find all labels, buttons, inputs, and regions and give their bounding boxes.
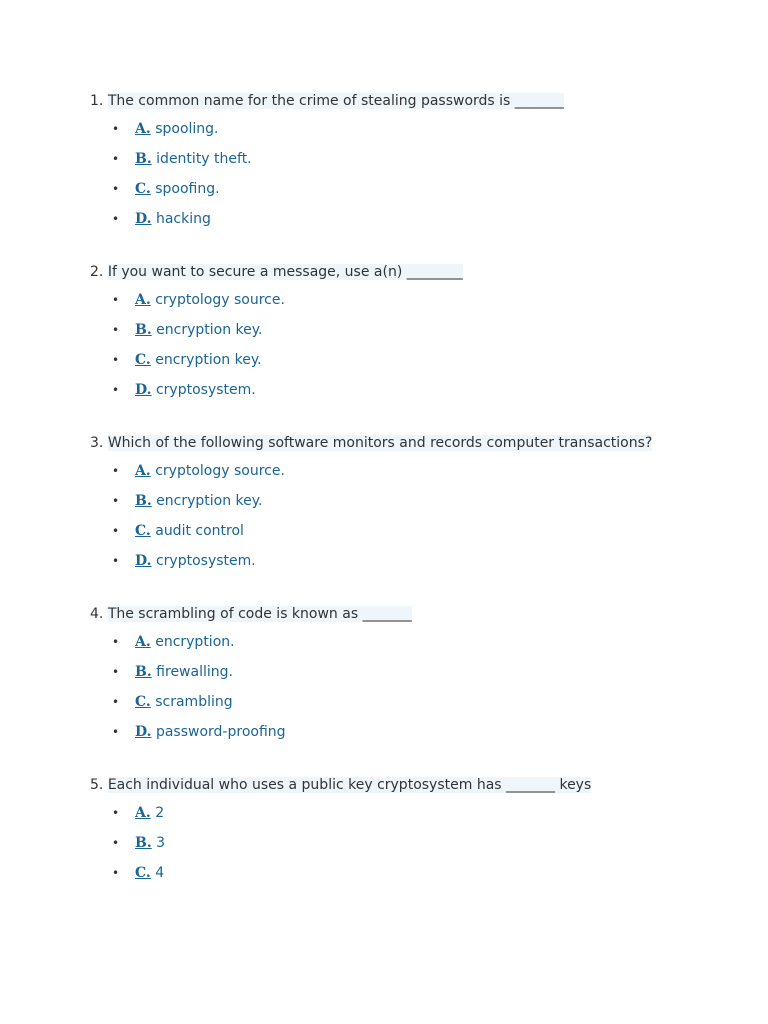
bullet-icon: • <box>112 122 120 136</box>
question-5 <box>90 774 730 893</box>
option-letter-link[interactable]: C. <box>135 523 151 539</box>
quiz-container <box>90 90 730 915</box>
option-letter-link[interactable]: B. <box>135 322 152 338</box>
question-text <box>90 91 566 111</box>
question-number: 1. <box>90 93 104 109</box>
bullet-icon: • <box>112 353 120 367</box>
question-body: The common name for the crime of stealing passwords is _______ <box>107 93 564 109</box>
option-letter-link[interactable]: C. <box>135 181 151 197</box>
bullet-icon: • <box>112 725 120 739</box>
option-item[interactable] <box>90 692 730 722</box>
option-letter-link[interactable]: A. <box>135 463 151 479</box>
question-number: 3. <box>90 435 104 451</box>
question-text <box>90 604 414 624</box>
question-number: 5. <box>90 777 104 793</box>
bullet-icon: • <box>112 665 120 679</box>
question-3 <box>90 432 730 581</box>
option-letter-link[interactable]: B. <box>135 493 152 509</box>
option-text[interactable]: spooling. <box>155 121 219 137</box>
option-list <box>90 290 730 410</box>
option-text[interactable]: encryption key. <box>155 352 262 368</box>
option-text[interactable]: 4 <box>155 865 165 881</box>
question-number: 2. <box>90 264 104 280</box>
option-text[interactable]: cryptology source. <box>155 292 285 308</box>
option-letter-link[interactable]: D. <box>135 724 152 740</box>
question-text <box>90 775 593 795</box>
option-letter-link[interactable]: A. <box>135 121 151 137</box>
option-list <box>90 632 730 752</box>
option-text[interactable]: encryption key. <box>156 493 263 509</box>
option-text[interactable]: encryption. <box>155 634 235 650</box>
option-text[interactable]: firewalling. <box>156 664 233 680</box>
bullet-icon: • <box>112 635 120 649</box>
option-item[interactable] <box>90 632 730 662</box>
option-item[interactable] <box>90 461 730 491</box>
bullet-icon: • <box>112 836 120 850</box>
bullet-icon: • <box>112 152 120 166</box>
option-item[interactable] <box>90 290 730 320</box>
bullet-icon: • <box>112 806 120 820</box>
option-text[interactable]: hacking <box>155 211 211 227</box>
option-letter-link[interactable]: A. <box>135 634 151 650</box>
option-letter-link[interactable]: C. <box>135 352 151 368</box>
option-item[interactable] <box>90 350 730 380</box>
option-text[interactable]: 3 <box>156 835 166 851</box>
option-item[interactable] <box>90 551 730 581</box>
option-item[interactable] <box>90 380 730 410</box>
option-letter-link[interactable]: D. <box>135 553 152 569</box>
option-item[interactable] <box>90 722 730 752</box>
bullet-icon: • <box>112 695 120 709</box>
bullet-icon: • <box>112 323 120 337</box>
option-text[interactable]: scrambling <box>155 694 233 710</box>
option-text[interactable]: 2 <box>155 805 165 821</box>
option-letter-link[interactable]: C. <box>135 865 151 881</box>
bullet-icon: • <box>112 182 120 196</box>
option-item[interactable] <box>90 521 730 551</box>
option-text[interactable]: spoofing. <box>155 181 220 197</box>
option-item[interactable] <box>90 833 730 863</box>
question-number: 4. <box>90 606 104 622</box>
question-1 <box>90 90 730 239</box>
question-body: The scrambling of code is known as _______ <box>107 606 412 622</box>
option-list <box>90 461 730 581</box>
bullet-icon: • <box>112 212 120 226</box>
option-text[interactable]: audit control <box>155 523 244 539</box>
option-letter-link[interactable]: D. <box>135 382 152 398</box>
option-text[interactable]: cryptosystem. <box>155 382 256 398</box>
option-item[interactable] <box>90 179 730 209</box>
question-text <box>90 433 654 453</box>
bullet-icon: • <box>112 464 120 478</box>
option-text[interactable]: cryptology source. <box>155 463 285 479</box>
option-item[interactable] <box>90 209 730 239</box>
option-item[interactable] <box>90 119 730 149</box>
option-item[interactable] <box>90 803 730 833</box>
option-item[interactable] <box>90 662 730 692</box>
bullet-icon: • <box>112 866 120 880</box>
option-item[interactable] <box>90 863 730 893</box>
question-body: Each individual who uses a public key cryptosystem has _______ keys <box>107 777 592 793</box>
bullet-icon: • <box>112 554 120 568</box>
question-2 <box>90 261 730 410</box>
bullet-icon: • <box>112 383 120 397</box>
option-list <box>90 119 730 239</box>
option-letter-link[interactable]: B. <box>135 664 152 680</box>
option-letter-link[interactable]: C. <box>135 694 151 710</box>
question-body: Which of the following software monitors and records computer transactions? <box>107 435 653 451</box>
option-item[interactable] <box>90 149 730 179</box>
question-body: If you want to secure a message, use a(n) ________ <box>107 264 463 280</box>
option-letter-link[interactable]: A. <box>135 805 151 821</box>
option-letter-link[interactable]: D. <box>135 211 152 227</box>
question-4 <box>90 603 730 752</box>
option-text[interactable]: password-proofing <box>155 724 286 740</box>
option-list <box>90 803 730 893</box>
question-text <box>90 262 465 282</box>
option-text[interactable]: identity theft. <box>156 151 252 167</box>
option-item[interactable] <box>90 491 730 521</box>
bullet-icon: • <box>112 293 120 307</box>
option-text[interactable]: encryption key. <box>156 322 263 338</box>
option-item[interactable] <box>90 320 730 350</box>
option-text[interactable]: cryptosystem. <box>155 553 256 569</box>
option-letter-link[interactable]: A. <box>135 292 151 308</box>
option-letter-link[interactable]: B. <box>135 151 152 167</box>
bullet-icon: • <box>112 494 120 508</box>
bullet-icon: • <box>112 524 120 538</box>
option-letter-link[interactable]: B. <box>135 835 152 851</box>
